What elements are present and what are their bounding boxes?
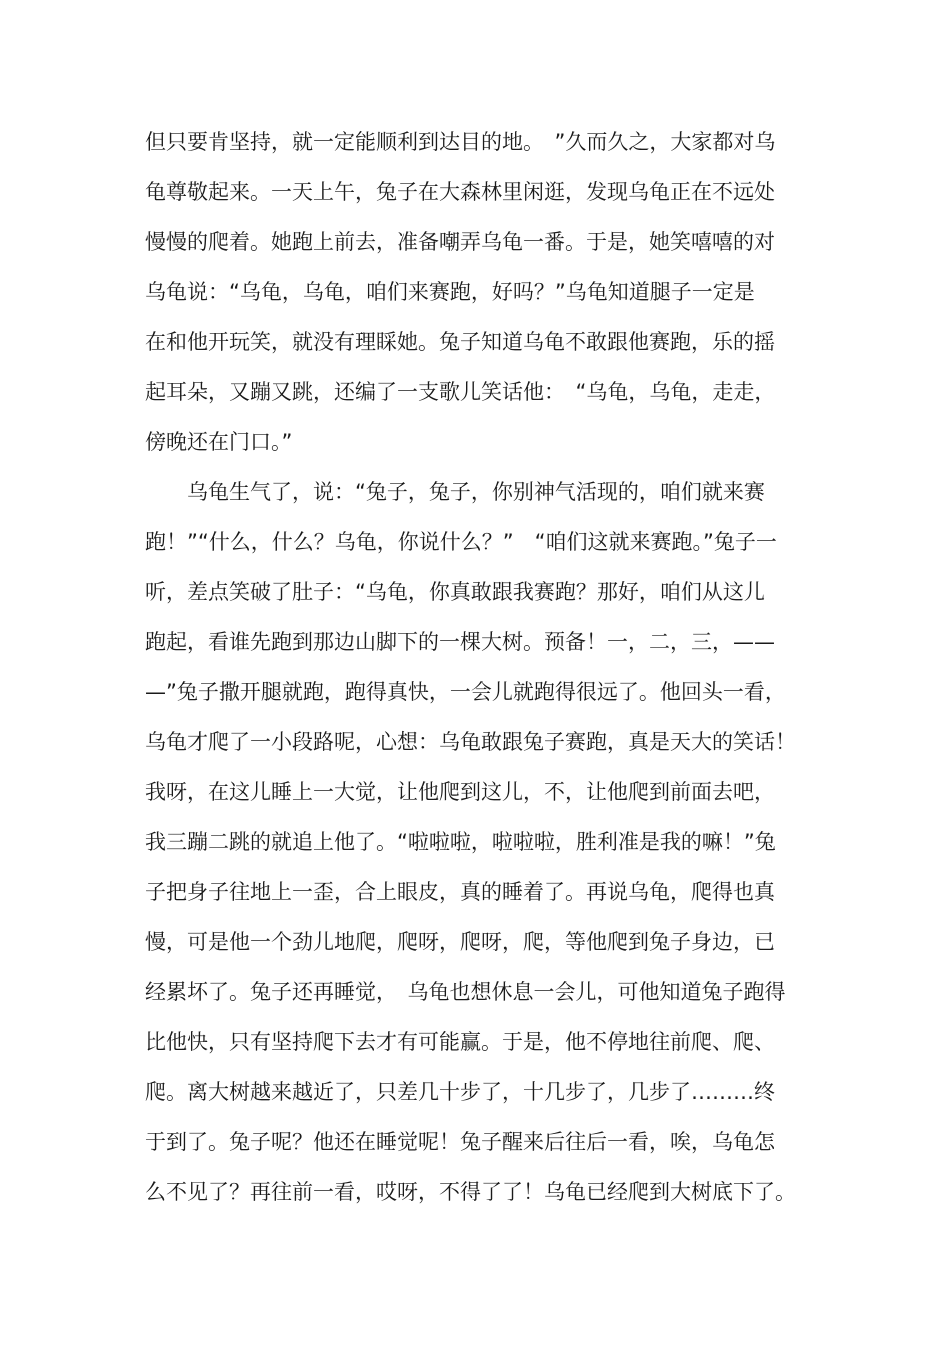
text-line: 听，差点笑破了肚子：“乌龟，你真敢跟我赛跑？那好，咱们从这儿 [145, 580, 765, 604]
text-line: 我三蹦二跳的就追上他了。“啦啦啦，啦啦啦，胜利准是我的嘛！”兔 [145, 830, 776, 854]
text-line: 么不见了？再往前一看，哎呀，不得了了！乌龟已经爬到大树底下了。 [145, 1180, 796, 1204]
text-line: 慢，可是他一个劲儿地爬，爬呀，爬呀，爬，等他爬到兔子身边，已 [145, 930, 775, 954]
text-line: 经累坏了。兔子还再睡觉， 乌龟也想休息一会儿，可他知道兔子跑得 [145, 980, 786, 1004]
paragraph-first-line: 乌龟生气了，说：“兔子，兔子，你别神气活现的，咱们就来赛 [187, 480, 765, 504]
text-line: 乌龟说：“乌龟，乌龟，咱们来赛跑，好吗？”乌龟知道腿子一定是 [145, 280, 755, 304]
text-line: 爬。离大树越来越近了，只差几十步了，十几步了，几步了………终 [145, 1080, 775, 1104]
text-line: 跑起，看谁先跑到那边山脚下的一棵大树。预备！一，二，三，—— [145, 630, 775, 654]
text-line: 比他快，只有坚持爬下去才有可能赢。于是，他不停地往前爬、爬、 [145, 1030, 775, 1054]
text-line: 我呀，在这儿睡上一大觉，让他爬到这儿，不，让他爬到前面去吧， [145, 780, 775, 804]
text-line: 乌龟才爬了一小段路呢，心想：乌龟敢跟兔子赛跑，真是天大的笑话！ [145, 730, 796, 754]
text-line: 于到了。兔子呢？他还在睡觉呢！兔子醒来后往后一看，唉，乌龟怎 [145, 1130, 775, 1154]
story-text [145, 117, 825, 1217]
text-line: 但只要肯坚持，就一定能顺利到达目的地。 ”久而久之，大家都对乌 [145, 130, 776, 154]
text-line: 在和他开玩笑，就没有理睬她。兔子知道乌龟不敢跟他赛跑，乐的摇 [145, 330, 775, 354]
text-line: —”兔子撒开腿就跑，跑得真快，一会儿就跑得很远了。他回头一看， [145, 680, 786, 704]
text-line: 傍晚还在门口。” [145, 430, 293, 454]
text-line: 起耳朵，又蹦又跳，还编了一支歌儿笑话他： “乌龟，乌龟，走走， [145, 380, 776, 404]
text-line: 慢慢的爬着。她跑上前去，准备嘲弄乌龟一番。于是，她笑嘻嘻的对 [145, 230, 775, 254]
text-line: 龟尊敬起来。一天上午，兔子在大森林里闲逛，发现乌龟正在不远处 [145, 180, 775, 204]
text-line: 子把身子往地上一歪，合上眼皮，真的睡着了。再说乌龟，爬得也真 [145, 880, 775, 904]
text-line: 跑！”“什么，什么？乌龟，你说什么？” “咱们这就来赛跑。”兔子一 [145, 530, 777, 554]
